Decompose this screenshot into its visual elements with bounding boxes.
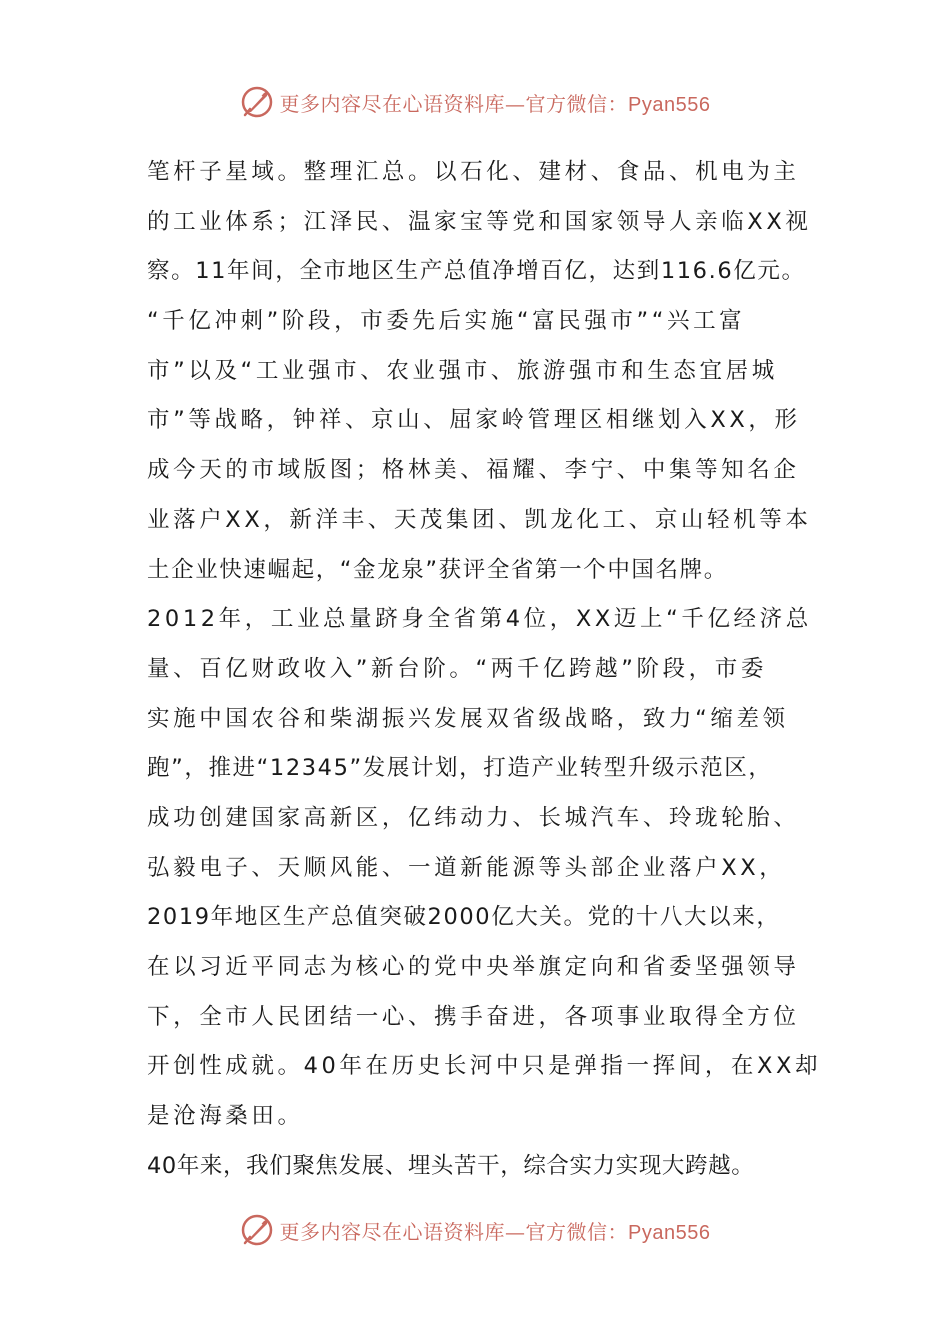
- document-body: [147, 148, 837, 1191]
- body-line: 跑”，推进“12345”发展计划，打造产业转型升级示范区，: [147, 755, 773, 782]
- body-line: 市”以及“工业强市、农业强市、旅游强市和生态宜居城: [147, 357, 778, 384]
- body-line: 2012年，工业总量跻身全省第4位，XX迈上“千亿经济总: [147, 606, 812, 633]
- header-banner-text: [280, 88, 711, 117]
- body-line: “千亿冲刺”阶段，市委先后实施“富民强市”“兴工富: [147, 308, 746, 335]
- body-line: 下，全市人民团结一心、携手奋进，各项事业取得全方位: [147, 1003, 800, 1030]
- quill-logo-icon: [240, 1213, 274, 1247]
- footer-banner-text: [280, 1216, 711, 1245]
- body-line: 弘毅电子、天顺风能、一道新能源等头部企业落户XX，: [147, 854, 786, 881]
- body-line: 是沧海桑田。: [147, 1103, 304, 1130]
- body-line: 开创性成就。40年在历史长河中只是弹指一挥间，在XX却: [147, 1053, 822, 1080]
- footer-wechat-id: Pyan556: [628, 1221, 711, 1244]
- footer-banner-label: 更多内容尽在心语资料库—官方微信：: [279, 1219, 629, 1244]
- header-wechat-id: Pyan556: [628, 93, 711, 116]
- body-line: 市”等战略，钟祥、京山、屈家岭管理区相继划入XX，形: [147, 407, 801, 434]
- body-line: 在以习近平同志为核心的党中央举旗定向和省委坚强领导: [147, 954, 800, 980]
- body-line: 40年来，我们聚焦发展、埋头苦干，综合实力实现大跨越。: [147, 1152, 755, 1179]
- body-line: 成今天的市域版图；格林美、福耀、李宁、中集等知名企: [147, 457, 800, 484]
- body-line: 业落户XX，新洋丰、天茂集团、凯龙化工、京山轻机等本: [147, 506, 812, 533]
- body-line: 量、百亿财政收入”新台阶。“两千亿跨越”阶段，市委: [147, 655, 767, 682]
- header-banner-label: 更多内容尽在心语资料库—官方微信：: [279, 91, 629, 116]
- body-line: 成功创建国家高新区，亿纬动力、长城汽车、玲珑轮胎、: [147, 804, 800, 831]
- quill-logo-icon: [240, 85, 274, 119]
- body-line: 察。11年间，全市地区生产总值净增百亿，达到116.6亿元。: [147, 258, 806, 285]
- header-banner: [0, 80, 950, 124]
- body-line: 笔杆子星域。整理汇总。以石化、建材、食品、机电为主: [147, 159, 800, 185]
- footer-banner: [0, 1208, 950, 1252]
- body-line: 土企业快速崛起，“金龙泉”获评全省第一个中国名牌。: [147, 556, 728, 583]
- body-line: 实施中国农谷和柴湖振兴发展双省级战略，致力“缩差领: [147, 705, 789, 732]
- body-line: 的工业体系；江泽民、温家宝等党和国家领导人亲临XX视: [147, 208, 812, 235]
- body-line: 2019年地区生产总值突破2000亿大关。党的十八大以来，: [147, 904, 781, 931]
